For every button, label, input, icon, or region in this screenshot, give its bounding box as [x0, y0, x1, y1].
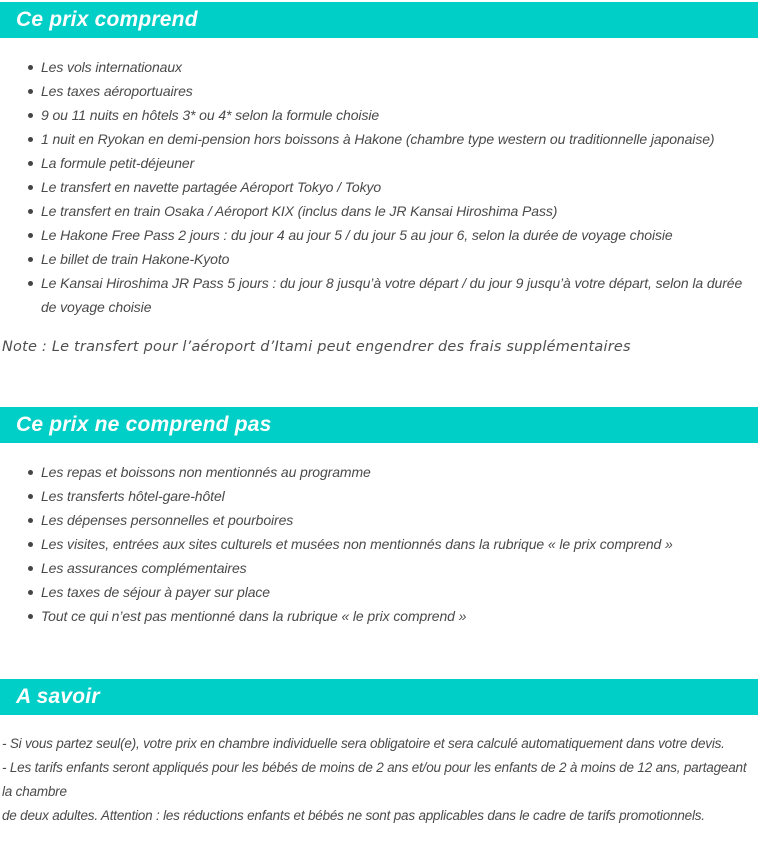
- list-item: Tout ce qui n’est pas mentionné dans la rubrique « le prix comprend »: [41, 604, 756, 628]
- list-item: Le billet de train Hakone-Kyoto: [41, 247, 756, 271]
- list-item: Les vols internationaux: [41, 55, 756, 79]
- list-item: Le Kansai Hiroshima JR Pass 5 jours : du jour 8 jusqu’à votre départ / du jour 9 jusqu’à votre départ, selon la durée de voyage choisie: [41, 271, 756, 319]
- list-item: Le Hakone Free Pass 2 jours : du jour 4 au jour 5 / du jour 5 au jour 6, selon la durée de voyage choisie: [41, 223, 756, 247]
- list-item: Les taxes de séjour à payer sur place: [41, 580, 756, 604]
- list-item: Les dépenses personnelles et pourboires: [41, 508, 756, 532]
- section-price-not-included: [0, 407, 758, 628]
- list-item: La formule petit-déjeuner: [41, 151, 756, 175]
- list-item: 9 ou 11 nuits en hôtels 3* ou 4* selon la formule choisie: [41, 103, 756, 127]
- price-not-included-list: [0, 460, 758, 628]
- list-item: Le transfert en train Osaka / Aéroport KIX (inclus dans le JR Kansai Hiroshima Pass): [41, 199, 756, 223]
- section-a-savoir: [0, 679, 758, 828]
- section-header-price-included: [0, 2, 758, 38]
- section-price-included: [0, 2, 758, 357]
- section-title: Ce prix comprend: [16, 8, 198, 31]
- list-item: Les assurances complémentaires: [41, 556, 756, 580]
- a-savoir-paragraph: [2, 732, 755, 828]
- list-item: Les visites, entrées aux sites culturels et musées non mentionnés dans la rubrique « le prix comprend »: [41, 532, 756, 556]
- paragraph-line: - Si vous partez seul(e), votre prix en chambre individuelle sera obligatoire et sera calculé automatiquement dans votre devis.: [2, 736, 725, 751]
- price-included-list: [0, 55, 758, 319]
- paragraph-line: - Les tarifs enfants seront appliqués pour les bébés de moins de 2 ans et/ou pour les enfants de 2 à moins de 12 ans, partageant la chambre: [2, 760, 747, 799]
- list-item: Les repas et boissons non mentionnés au programme: [41, 460, 756, 484]
- list-item: Les transferts hôtel-gare-hôtel: [41, 484, 756, 508]
- itami-transfer-note: Note : Le transfert pour l’aéroport d’Itami peut engendrer des frais supplémentaires: [2, 339, 631, 355]
- section-header-a-savoir: [0, 679, 758, 715]
- list-item: Les taxes aéroportuaires: [41, 79, 756, 103]
- list-item: Le transfert en navette partagée Aéroport Tokyo / Tokyo: [41, 175, 756, 199]
- section-title: A savoir: [16, 685, 100, 708]
- section-title: Ce prix ne comprend pas: [16, 413, 272, 436]
- section-header-price-not-included: [0, 407, 758, 443]
- paragraph-line: de deux adultes. Attention : les réductions enfants et bébés ne sont pas applicables dans le cadre de tarifs promotionnels.: [2, 808, 705, 823]
- list-item: 1 nuit en Ryokan en demi-pension hors boissons à Hakone (chambre type western ou traditionnelle japonaise): [41, 127, 756, 151]
